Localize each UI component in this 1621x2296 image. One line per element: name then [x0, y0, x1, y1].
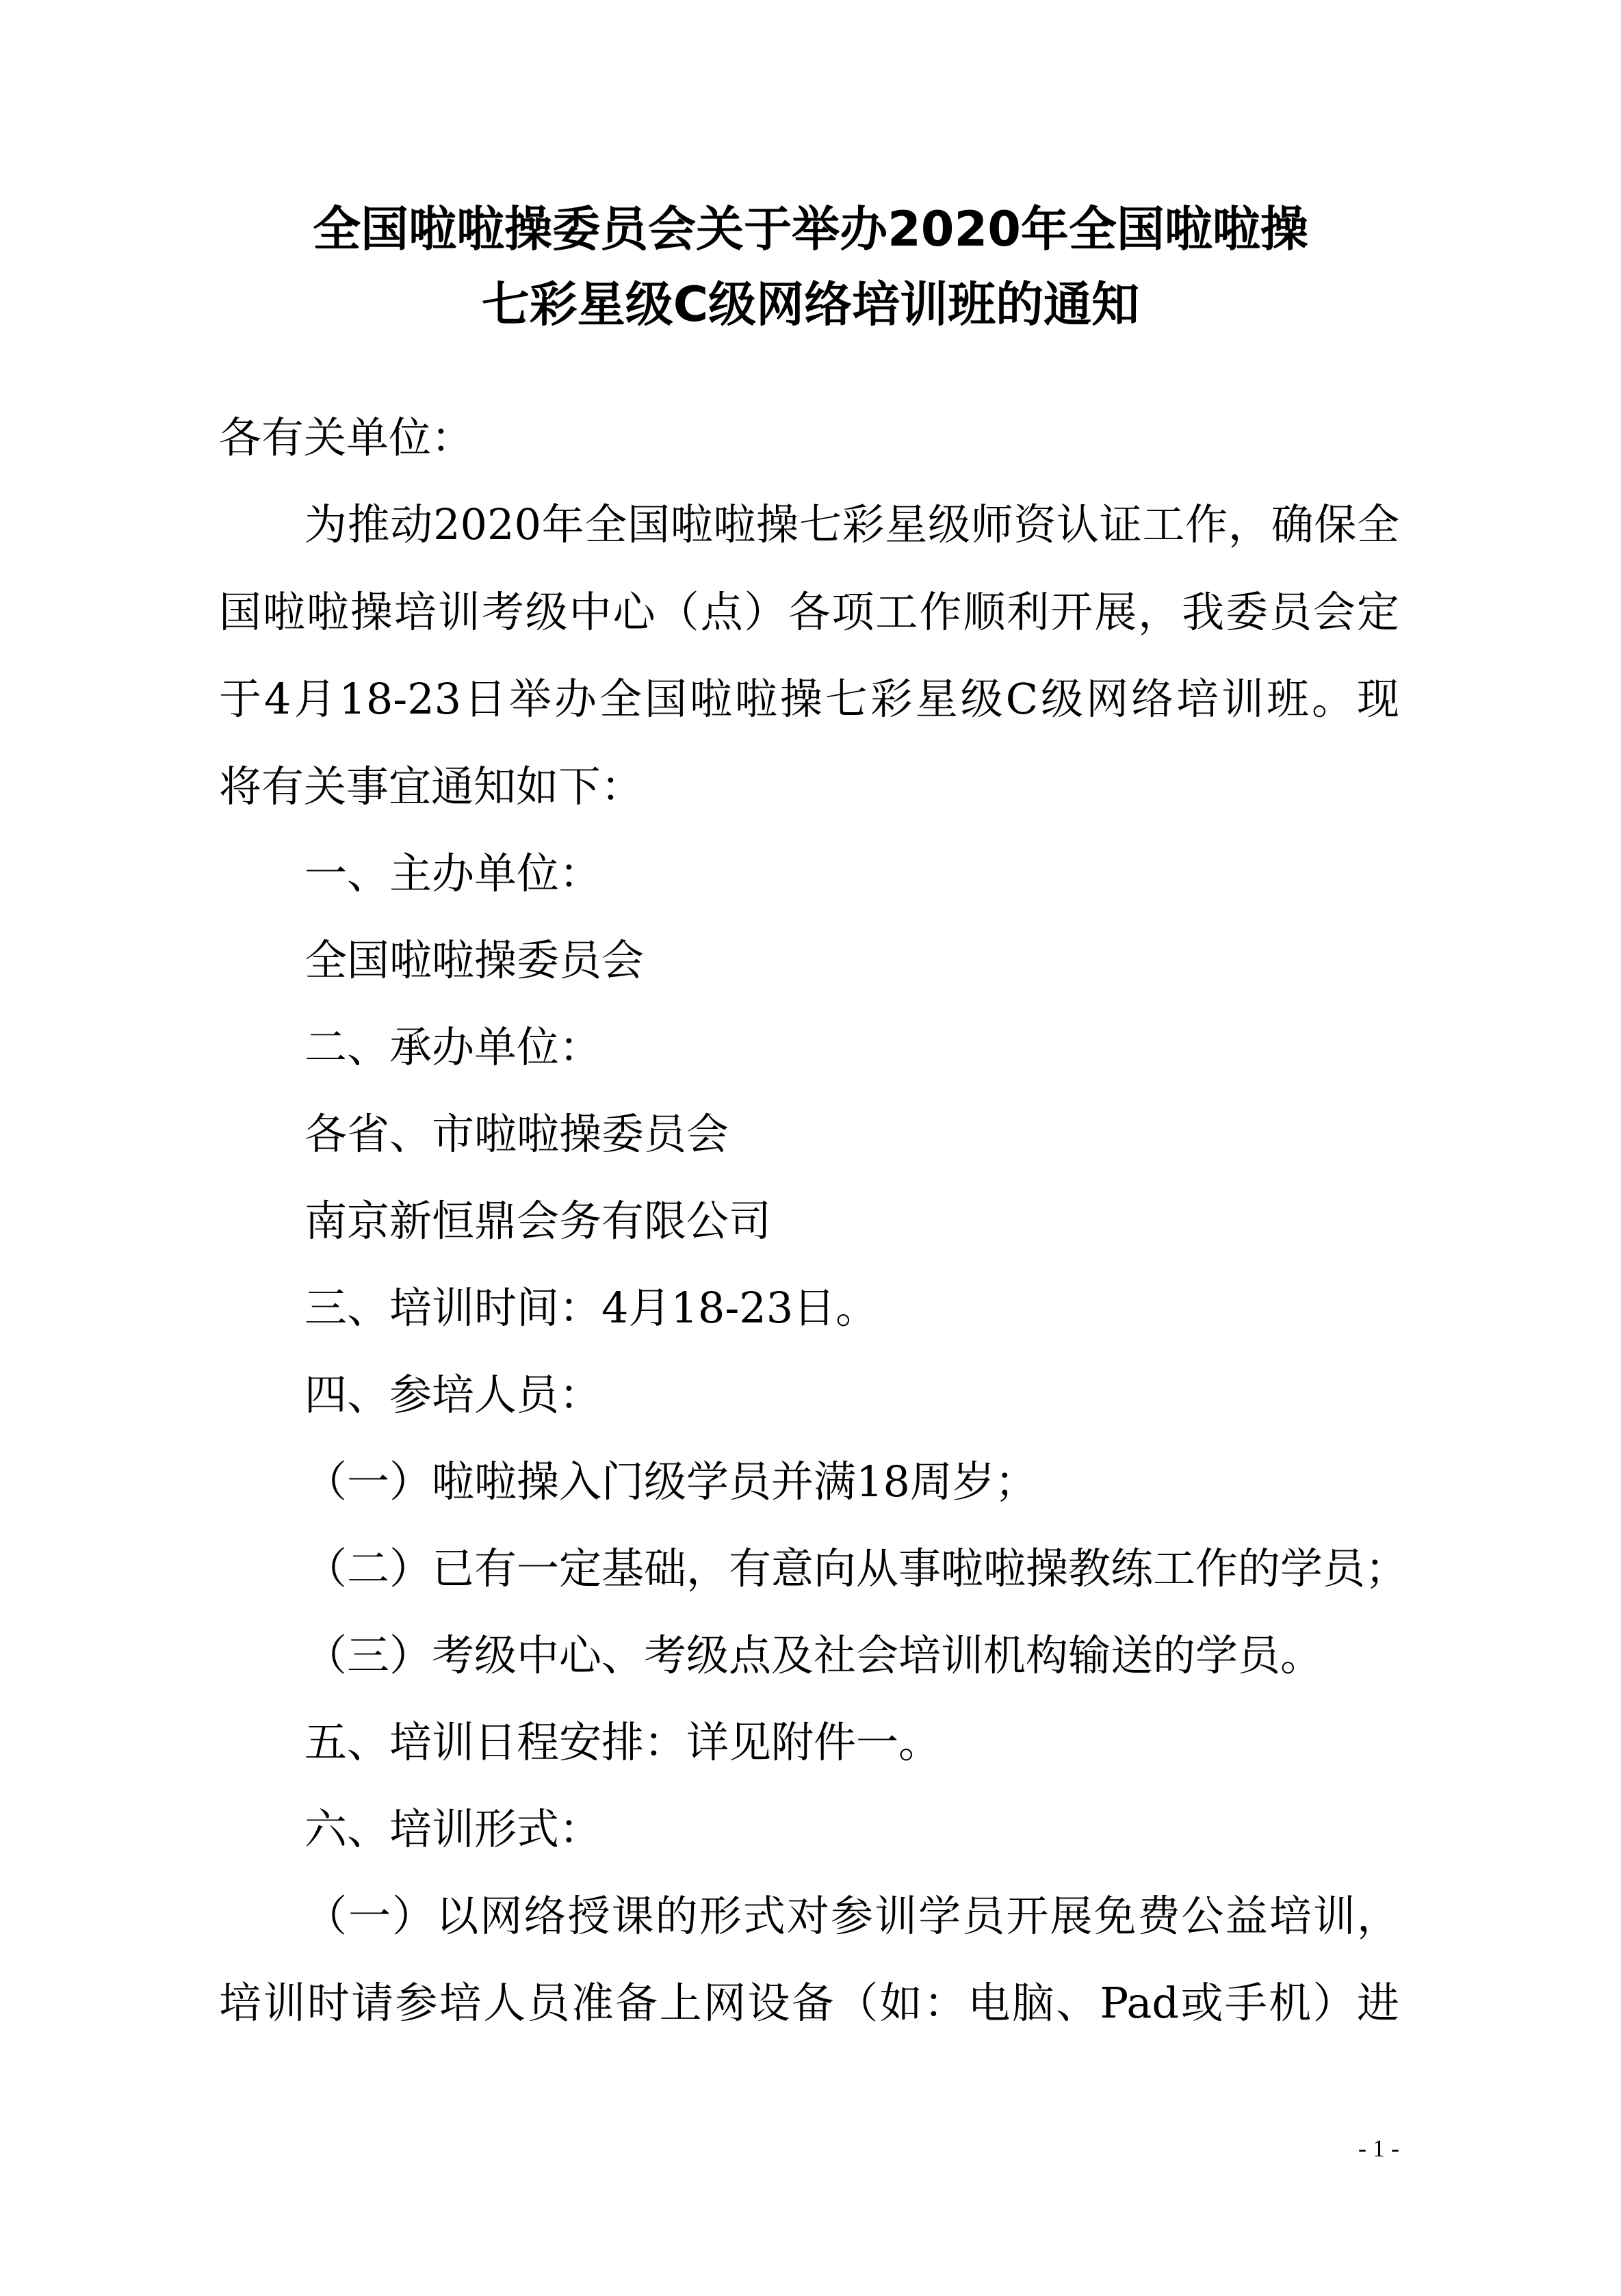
- participants-item-2: （二）已有一定基础，有意向从事啦啦操教练工作的学员；: [304, 1543, 1408, 1593]
- participants-item-3: （三）考级中心、考级点及社会培训机构输送的学员。: [304, 1630, 1323, 1680]
- co-organizer-1: 各省、市啦啦操委员会: [304, 1109, 729, 1159]
- salutation: 各有关单位：: [219, 413, 474, 462]
- section-format-heading: 六、培训形式：: [304, 1804, 602, 1854]
- section-training-time: 三、培训时间：4月18-23日。: [304, 1283, 879, 1333]
- page-number: - 1 -: [1358, 2135, 1399, 2162]
- document-title-line-2: 七彩星级C级网络培训班的通知: [481, 276, 1140, 332]
- section-schedule: 五、培训日程安排：详见附件一。: [304, 1717, 942, 1767]
- organizer-name: 全国啦啦操委员会: [304, 935, 645, 985]
- document-title-line-1: 全国啦啦操委员会关于举办2020年全国啦啦操: [313, 201, 1308, 257]
- intro-line-3: 于4月18-23日举办全国啦啦操七彩星级C级网络培训班。现: [219, 674, 1399, 724]
- intro-line-2: 国啦啦操培训考级中心（点）各项工作顺利开展，我委员会定: [219, 587, 1399, 637]
- co-organizer-2: 南京新恒鼎会务有限公司: [304, 1196, 772, 1246]
- section-participants-heading: 四、参培人员：: [304, 1370, 602, 1420]
- intro-line-1: 为推动2020年全国啦啦操七彩星级师资认证工作，确保全: [304, 499, 1399, 549]
- section-co-organizer-heading: 二、承办单位：: [304, 1022, 602, 1072]
- format-item-1: （一）以网络授课的形式对参训学员开展免费公益培训，: [304, 1891, 1399, 1941]
- participants-item-1: （一）啦啦操入门级学员并满18周岁；: [304, 1457, 1037, 1506]
- section-organizer-heading: 一、主办单位：: [304, 848, 602, 898]
- intro-line-4: 将有关事宜通知如下：: [219, 761, 644, 811]
- format-item-1-continued: 培训时请参培人员准备上网设备（如：电脑、Pad或手机）进: [219, 1978, 1399, 2028]
